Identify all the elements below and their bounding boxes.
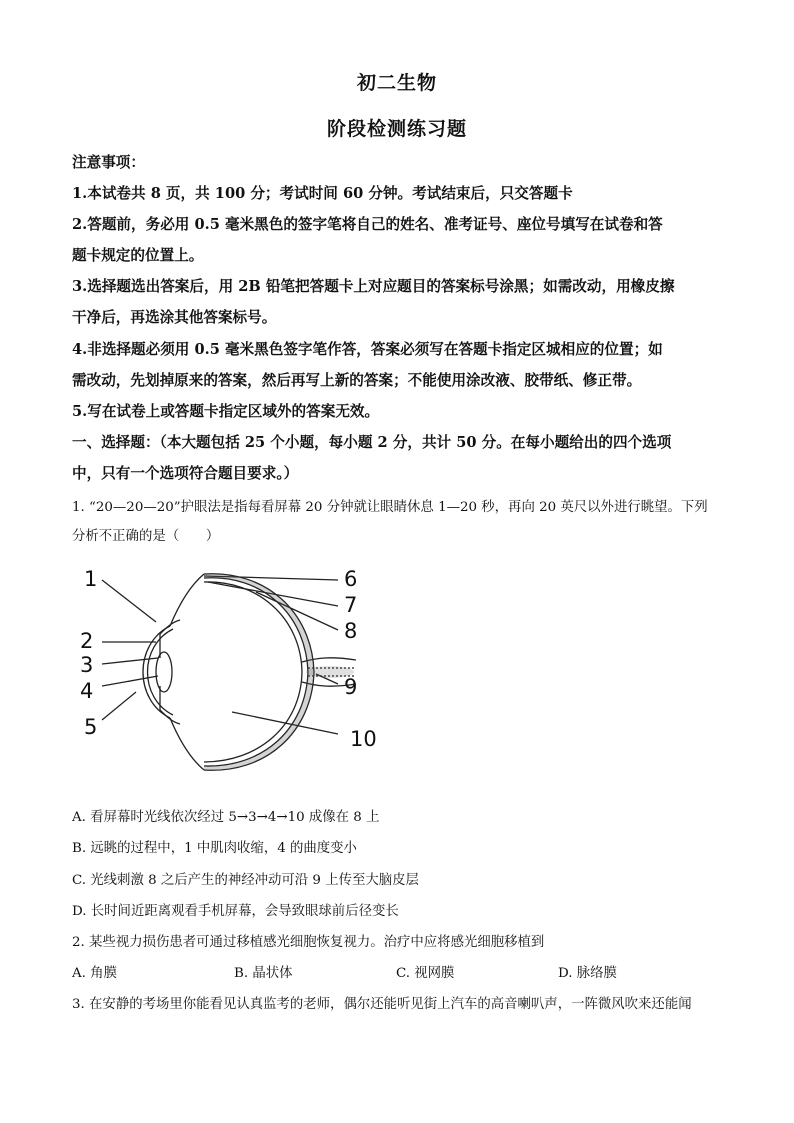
option-b: B. 晶状体 <box>234 966 293 981</box>
option-d: D. 脉络膜 <box>558 966 617 981</box>
option-d: D. 长时间近距离观看手机屏幕，会导致眼球前后径变长 <box>72 904 399 919</box>
notice-line: 5.写在试卷上或答题卡指定区域外的答案无效。 <box>72 403 380 420</box>
question-stem-cont: 分析不正确的是（ ） <box>72 529 220 544</box>
notice-line: 1.本试卷共 8 页，共 100 分；考试时间 60 分钟。考试结束后，只交答题卡 <box>72 185 573 202</box>
eye-label: 7 <box>344 593 358 617</box>
notice-line: 4.非选择题必须用 0.5 毫米黑色签字笔作答，答案必须写在答题卡指定区城相应的位置；如 <box>72 341 663 358</box>
notice-line: 3.选择题选出答案后，用 2B 铅笔把答题卡上对应题目的答案标号涂黑；如需改动，用橡皮擦 <box>72 278 675 295</box>
page-subtitle: 阶段检测练习题 <box>326 118 467 140</box>
page-title: 初二生物 <box>356 72 437 94</box>
section-heading: 一、选择题：（本大题包括 25 个小题，每小题 2 分，共计 50 分。在每小题给出的四个选项 <box>72 434 672 451</box>
eye-label: 9 <box>344 675 358 699</box>
question-stem: 2. 某些视力损伤患者可通过移植感光细胞恢复视力。治疗中应将感光细胞移植到 <box>72 935 545 950</box>
eye-label: 6 <box>344 567 358 591</box>
eye-label: 8 <box>344 619 358 643</box>
eye-label: 10 <box>350 727 377 751</box>
eye-label: 4 <box>80 679 94 703</box>
question-stem: 1. “20—20—20”护眼法是指每看屏幕 20 分钟就让眼睛休息 1—20 秒，再向 20 英尺以外进行眺望。下列 <box>72 500 708 515</box>
notice-line: 2.答题前，务必用 0.5 毫米黑色的签字笔将自己的姓名、准考证号、座位号填写在试卷和答 <box>72 216 663 233</box>
eye-diagram <box>76 562 396 782</box>
notice-line: 干净后，再选涂其他答案标号。 <box>72 309 277 326</box>
option-c: C. 光线刺激 8 之后产生的神经冲动可沿 9 上传至大脑皮层 <box>72 873 419 888</box>
question-stem: 3. 在安静的考场里你能看见认真监考的老师，偶尔还能听见街上汽车的高音喇叭声，一阵微风吹来还能闻 <box>72 997 692 1012</box>
notice-line: 需改动，先划掉原来的答案，然后再写上新的答案；不能使用涂改液、胶带纸、修正带。 <box>72 372 642 389</box>
option-a: A. 角膜 <box>72 966 117 981</box>
eye-label: 5 <box>84 715 98 739</box>
option-b: B. 远眺的过程中，1 中肌肉收缩，4 的曲度变小 <box>72 841 357 856</box>
section-heading-cont: 中，只有一个选项符合题目要求。） <box>72 465 299 482</box>
eye-label: 2 <box>80 629 94 653</box>
notice-line: 题卡规定的位置上。 <box>72 247 204 264</box>
eye-label: 1 <box>84 567 98 591</box>
eye-label: 3 <box>80 653 94 677</box>
notice-heading: 注意事项： <box>72 154 145 171</box>
option-a: A. 看屏幕时光线依次经过 5→3→4→10 成像在 8 上 <box>72 810 380 825</box>
option-c: C. 视网膜 <box>396 966 455 981</box>
